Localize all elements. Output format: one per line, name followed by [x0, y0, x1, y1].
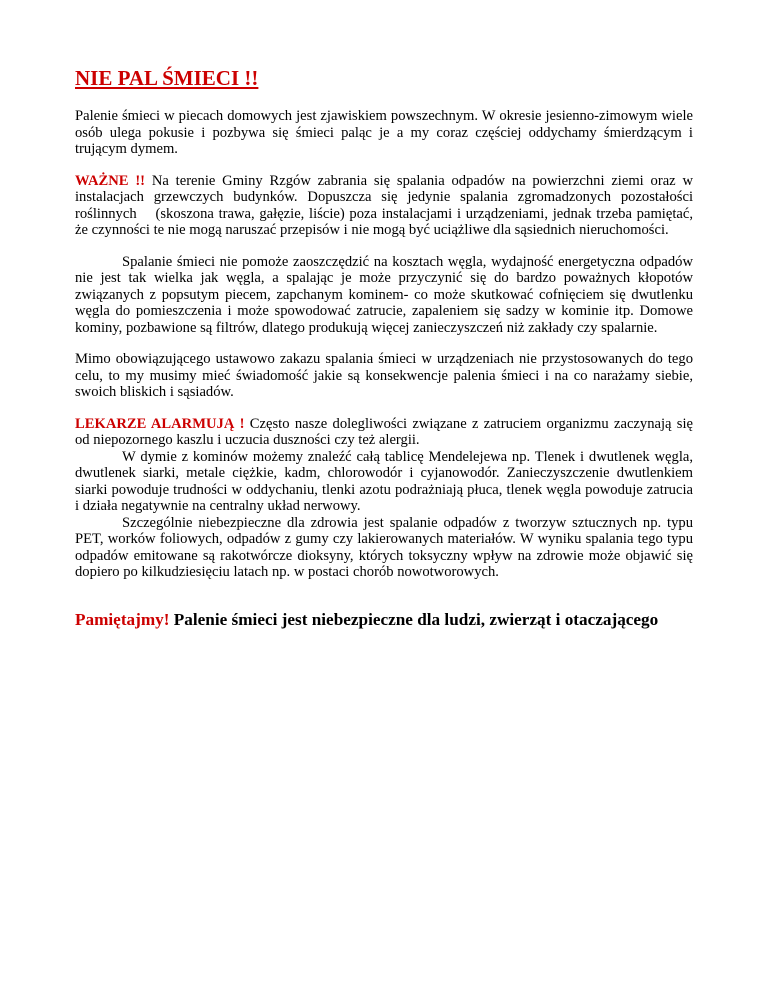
important-paragraph: [75, 172, 697, 239]
footer-note: [75, 610, 693, 630]
doctors-label: LEKARZE ALARMUJĄ !: [75, 415, 245, 432]
important-text: Na terenie Gminy Rzgów zabrania się spalania odpadów na powierzchni ziemi oraz w instalacjach grzewczych budynków. Dopuszcza się jedynie spalania zgromadzonych pozostałości roślinnych (skoszona trawa, gałęzie, liście) poza instalacjami i urządzeniami, jednak trzeba pamiętać, że czynności te nie mogą naruszać przepisów i nie mogą być uciążliwe dla sąsiednich nieruchomości.: [75, 172, 697, 238]
important-label: WAŻNE !!: [75, 172, 146, 189]
document-page: [75, 62, 697, 630]
coal-paragraph: Spalanie śmieci nie pomoże zaoszczędzić na kosztach węgla, wydajność energetyczna odpadów nie jest tak wielka jak węgla, a spalając je może przyczynić się do bardzo poważnych kłopotów związanych z popsutym piecem, zapchanym kominem- co może skutkować cofnięciem się dwutlenku węgla do pomieszczenia i może spowodować zatrucie, zapaleniem się sadzy w kominie itp. Domowe kominy, pozbawione są filtrów, dlatego produkują więcej zanieczyszczeń niż zakłady czy spalarnie.: [75, 253, 693, 336]
footer-label: Pamiętajmy!: [75, 609, 170, 629]
doctors-paragraph: [75, 416, 693, 449]
footer-text: Palenie śmieci jest niebezpieczne dla ludzi, zwierząt i otaczającego: [169, 609, 659, 629]
plastics-paragraph: Szczególnie niebezpieczne dla zdrowia jest spalanie odpadów z tworzyw sztucznych np. typu PET, worków foliowych, odpadów z gumy czy lakierowanych materiałów. W wyniku spalania tego typu odpadów emitowane są rakotwórcze dioksyny, których toksyczny wpływ na zdrowie może objawić się dopiero po kilkudziesięciu latach np. w postaci chorób nowotworowych.: [75, 514, 693, 580]
doctors-text: Często nasze dolegliwości związane z zatruciem organizmu zaczynają się od niepozornego kaszlu i uczucia duszności czy też alergii.: [75, 415, 694, 448]
intro-paragraph: Palenie śmieci w piecach domowych jest zjawiskiem powszechnym. W okresie jesienno-zimowym wiele osób ulega pokusie i pozbywa się śmieci paląc je a my coraz częściej oddychamy śmierdzącym i trującym dymem.: [75, 108, 693, 157]
page-title: NIE PAL ŚMIECI !!: [75, 66, 259, 90]
awareness-paragraph: Mimo obowiązującego ustawowo zakazu spalania śmieci w urządzeniach nie przystosowanych do tego celu, to my musimy mieć świadomość jakie są konsekwencje palenia śmieci i na co narażamy siebie, swoich bliskich i sąsiadów.: [75, 351, 693, 400]
chimney-paragraph: W dymie z kominów możemy znaleźć całą tablicę Mendelejewa np. Tlenek i dwutlenek węgla, dwutlenek siarki, metale ciężkie, kadm, chlorowodór i cyjanowodór. Zanieczyszczenie dwutlenkiem siarki powoduje trudności w oddychaniu, tlenki azotu podrażniają płuca, tlenek węgla powoduje zatrucia i działa negatywnie na centralny układ nerwowy.: [75, 448, 693, 514]
